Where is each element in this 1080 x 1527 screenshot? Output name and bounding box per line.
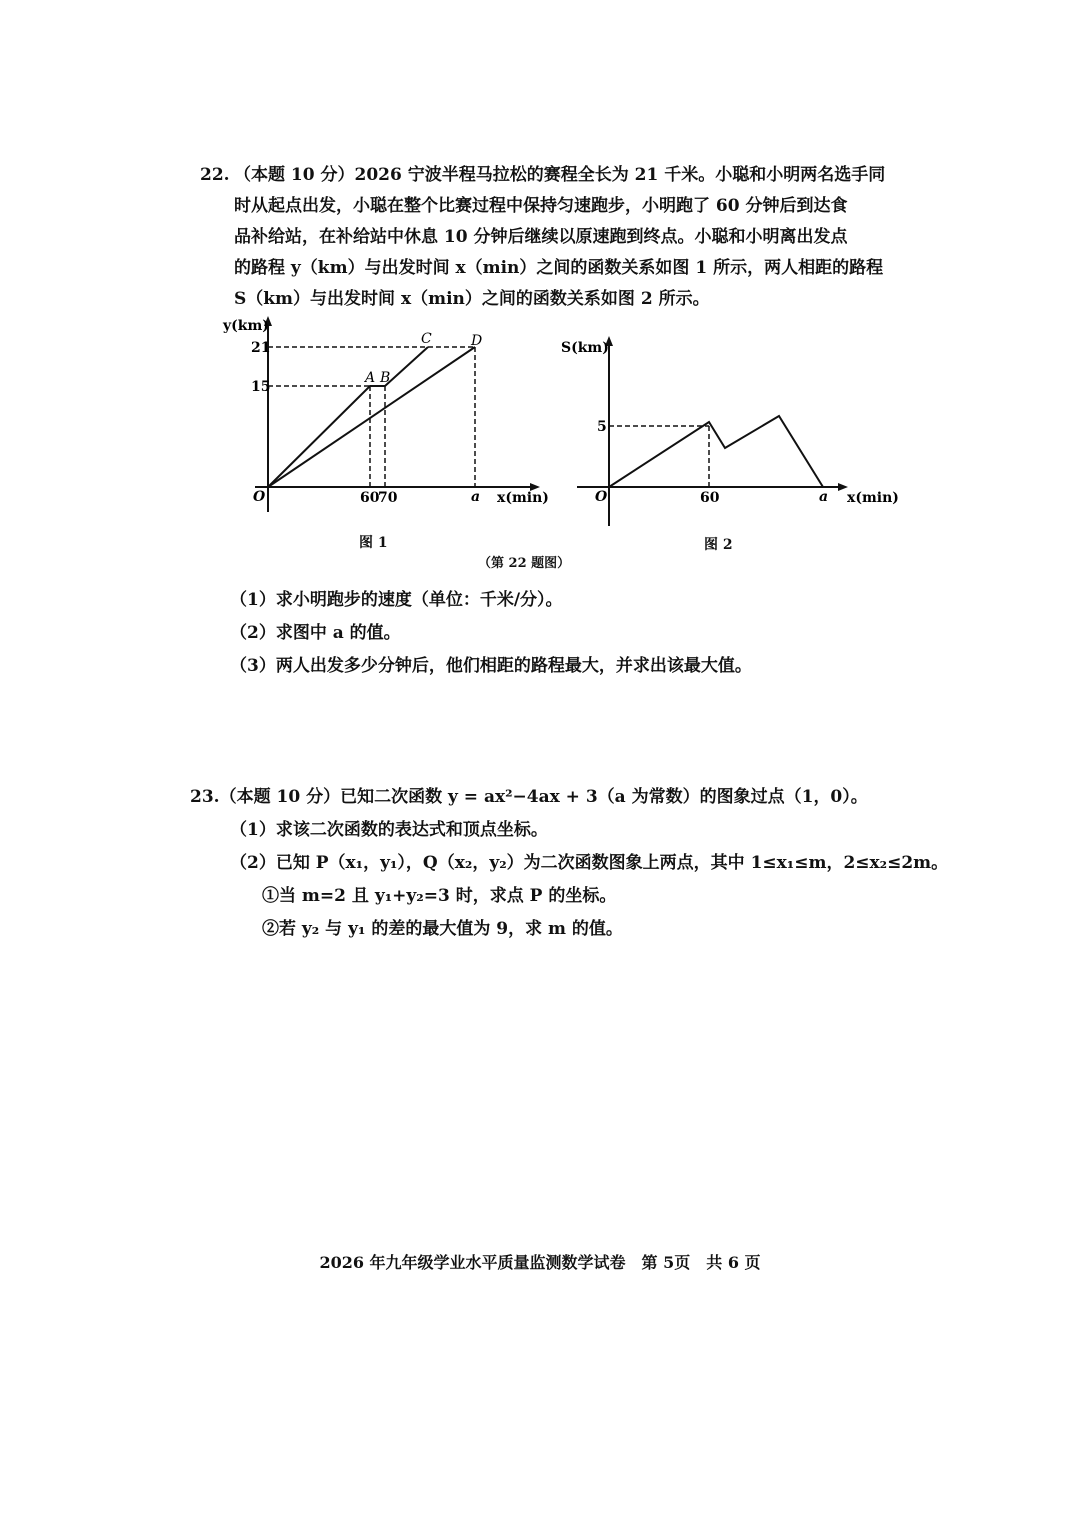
page-footer: 2026 年九年级学业水平质量监测数学试卷 第 5页 共 6 页 (319, 1253, 761, 1272)
q23-sub2a: ①当 m=2 且 y₁+y₂=3 时，求点 P 的坐标。 (262, 886, 617, 906)
fig1-xlabel: x(min) (497, 490, 549, 506)
q22-header: （本题 10 分）2026 宁波半程马拉松的赛程全长为 21 千米。小聪和小明两名选手同 (234, 165, 886, 185)
fig1-ytick-15: 15 (251, 379, 271, 395)
fig1-xtick-a: a (471, 489, 481, 505)
fig1-point-C: C (421, 331, 432, 347)
fig2-ytick-5: 5 (597, 419, 607, 435)
q22-sub1: （1）求小明跑步的速度（单位：千米/分）。 (230, 590, 563, 610)
fig2-xtick-a: a (819, 489, 829, 505)
fig2-xlabel: x(min) (847, 490, 899, 506)
q22-block (200, 160, 900, 315)
q22-line2: 时从起点出发，小聪在整个比赛过程中保持匀速跑步，小明跑了 60 分钟后到达食 (234, 196, 848, 216)
figure1-chart (215, 312, 555, 532)
q22-sub2: （2）求图中 a 的值。 (230, 623, 401, 643)
fig1-series-xiaocong (268, 347, 475, 487)
fig1-point-D: D (471, 333, 483, 349)
fig-group-caption: （第 22 题图） (478, 556, 571, 571)
figure2-chart (555, 330, 905, 530)
fig2-origin: O (595, 489, 608, 505)
q22-line3: 品补给站，在补给站中休息 10 分钟后继续以原速跑到终点。小聪和小明离出发点 (234, 227, 848, 247)
fig2-caption: 图 2 (704, 537, 733, 553)
q22-line4: 的路程 y（km）与出发时间 x（min）之间的函数关系如图 1 所示，两人相距的路程 (234, 258, 884, 278)
q22-sub3: （3）两人出发多少分钟后，他们相距的路程最大，并求出该最大值。 (230, 656, 752, 676)
fig1-ylabel: y(km) (223, 318, 269, 334)
fig2-ylabel: S(km) (561, 340, 609, 356)
q22-line1 (200, 160, 900, 191)
fig1-point-A: A (365, 370, 376, 386)
q23-sub1: （1）求该二次函数的表达式和顶点坐标。 (230, 820, 548, 840)
q23-sub2: （2）已知 P（x₁，y₁），Q（x₂，y₂）为二次函数图象上两点，其中 1≤x₁≤m，2≤x₂≤2m。 (230, 853, 949, 873)
q22-line5: S（km）与出发时间 x（min）之间的函数关系如图 2 所示。 (234, 289, 710, 309)
fig1-caption: 图 1 (359, 535, 388, 551)
fig2-xtick-60: 60 (700, 490, 720, 506)
fig1-xtick-60: 60 (360, 490, 380, 506)
q23-header: 23.（本题 10 分）已知二次函数 y = ax²−4ax + 3（a 为常数）的图象过点（1，0）。 (190, 787, 868, 807)
fig1-point-B: B (380, 370, 391, 386)
q23-sub2b: ②若 y₂ 与 y₁ 的差的最大值为 9，求 m 的值。 (262, 919, 623, 939)
fig1-series-xiaoming (268, 347, 428, 487)
q22-number: 22. (200, 165, 230, 185)
fig1-xtick-70: 70 (378, 490, 398, 506)
fig1-origin: O (253, 489, 266, 505)
fig1-ytick-21: 21 (251, 340, 271, 356)
